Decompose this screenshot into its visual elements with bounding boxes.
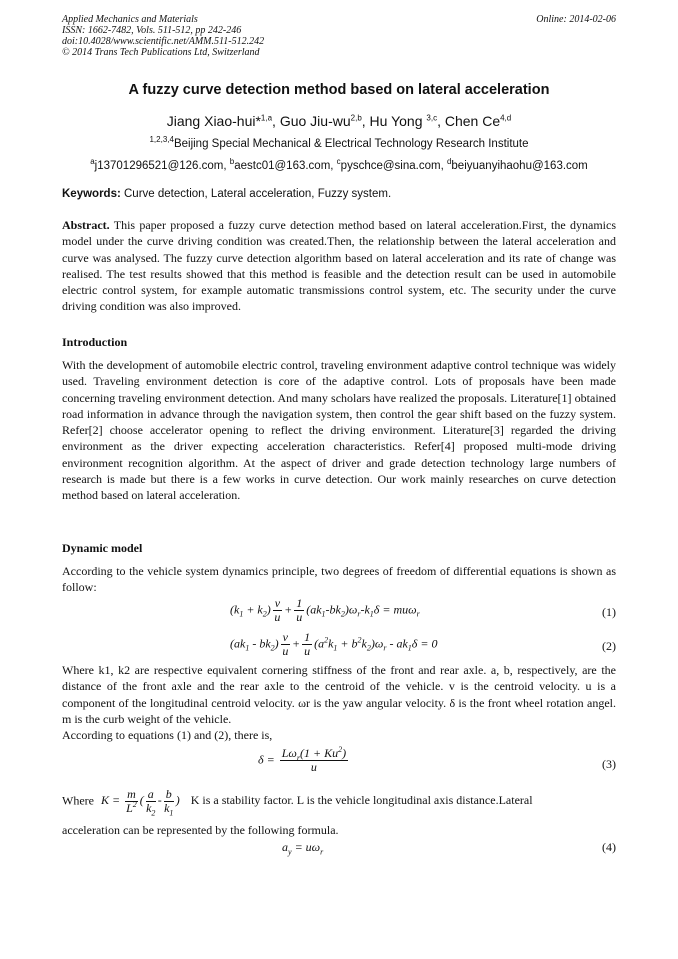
affiliation bbox=[62, 135, 616, 150]
equation-4 bbox=[62, 840, 616, 868]
author-sup: 3,c bbox=[426, 113, 438, 123]
equation-4-body: $a_y = u\omega_r$ bbox=[282, 840, 324, 857]
email-sup: a bbox=[90, 157, 95, 167]
keywords-label: Keywords: bbox=[62, 188, 121, 200]
equation-1 bbox=[62, 597, 616, 625]
where-label: Where bbox=[62, 793, 94, 808]
equation-3 bbox=[62, 747, 616, 781]
equation-4-number: (4) bbox=[602, 840, 616, 854]
author-list: Jiang Xiao-hui*$^{1,a}$, Guo Jiu-wu$^{2,b}$, Hu Yong $^{3,c}$, Chen Ce$^{4,d}$ bbox=[166, 113, 512, 129]
email-address: j13701296521@126.com bbox=[94, 160, 224, 172]
author-sup: 2,b bbox=[350, 113, 362, 123]
doi-line: doi:10.4028/www.scientific.net/AMM.511-512.242 bbox=[62, 36, 265, 47]
author-name: Chen Ce bbox=[444, 113, 501, 129]
lateral-line: acceleration can be represented by the following formula. bbox=[62, 823, 339, 837]
where-paragraph: Where k1, k2 are respective equivalent cornering stiffness of the front and rear axle. a, b, respectively, are the distance of the front axle and the rear axle to the centroid of the vehicle. v is the centroid velocity. u is a component of the longitudinal centroid velocity. ωr is the yaw angular velocity. δ is the front wheel rotation angel. m is the curb weight of the vehicle. bbox=[62, 663, 616, 726]
journal-header bbox=[62, 14, 616, 58]
keywords-text: Curve detection, Lateral acceleration, Fuzzy system. bbox=[124, 188, 392, 200]
according-line: According to equations (1) and (2), there is, bbox=[62, 728, 273, 742]
author-name: Guo Jiu-wu bbox=[279, 113, 351, 129]
abstract bbox=[62, 217, 616, 315]
equation-2 bbox=[62, 631, 616, 659]
dynamic-model-heading: Dynamic model bbox=[62, 541, 143, 555]
email-address: aestc01@163.com bbox=[234, 160, 331, 172]
where-k-text: K is a stability factor. L is the vehicle longitudinal axis distance.Lateral bbox=[190, 793, 533, 808]
author-sup: 4,d bbox=[500, 113, 512, 123]
author-name: Hu Yong bbox=[369, 113, 427, 129]
copyright-line: © 2014 Trans Tech Publications Ltd, Switzerland bbox=[62, 47, 260, 58]
equation-1-body: $(k_1 + k_2)$ $\frac{v}{u}$ + $\frac{1}{u}$ $(ak_1-bk_2)\omega_r-k_1\delta = mu\omega_r$ bbox=[230, 596, 420, 624]
where-k-line bbox=[62, 787, 616, 818]
issn-line: ISSN: 1662-7482, Vols. 511-512, pp 242-246 bbox=[62, 25, 242, 36]
author-sup: 1,a bbox=[260, 113, 273, 123]
equation-3-number: (3) bbox=[602, 757, 616, 771]
email-sup: b bbox=[229, 157, 235, 167]
email-list: $^a$j13701296521@126.com, $^b$aestc01@163.com, $^c$pyschce@sina.com, $^d$beiyuanyihaohu@163.com bbox=[90, 157, 588, 172]
email-sup: d bbox=[446, 157, 452, 167]
k-formula: K = $\frac{m}{L^2}$ ( $\frac{a}{k_2}$ - $\frac{b}{k_1}$ ) bbox=[100, 787, 180, 818]
email-sup: c bbox=[336, 157, 341, 167]
introduction-text: With the development of automobile electric control, traveling environment adaptive control technique was widely used. Traveling environment detection is core of the adaptive control. Lots of proposals have been made concerning traveling environment detection. And many scholars have realized the proposals. Literature[1] obtained road information in advance through the navigation system, then control the gear shift based on the fuzzy system. Refer[2] choose accelerator opening to reflect the driving environment. Literature[3] regarded the driving environment as the driver expecting acceleration characteristics. Refer[4] proposed multi-mode driving environment recognition algorithm. At the aspect of driver and grade detection technology large numbers of research is made but there is a few works in curve detection. Our work mainly researches on curve detection method based on lateral acceleration. bbox=[62, 358, 616, 503]
equation-3-body: δ = $\frac{L\omega_r(1 + Ku^2)}{u}$ bbox=[258, 745, 347, 774]
equation-2-number: (2) bbox=[602, 639, 616, 653]
equation-2-body: $(ak_1 - bk_2)$ $\frac{v}{u}$ + $\frac{1}{u}$ $(a^2k_1 + b^2k_2)\omega_r - ak_1\delta = 0$ bbox=[230, 630, 438, 658]
journal-name: Applied Mechanics and Materials bbox=[62, 14, 198, 25]
introduction-heading: Introduction bbox=[62, 335, 128, 349]
affiliation-text: Beijing Special Mechanical & Electrical Technology Research Institute bbox=[173, 138, 529, 150]
dynamic-intro: According to the vehicle system dynamics principle, two degrees of freedom of differential equations is shown as follow: bbox=[62, 564, 616, 595]
email-address: beiyuanyihaohu@163.com bbox=[451, 160, 588, 172]
equation-1-number: (1) bbox=[602, 605, 616, 619]
online-date: Online: 2014-02-06 bbox=[536, 14, 616, 25]
paper-title: A fuzzy curve detection method based on lateral acceleration bbox=[128, 82, 550, 98]
keywords bbox=[62, 188, 616, 200]
email-address: pyschce@sina.com bbox=[340, 160, 441, 172]
abstract-text: This paper proposed a fuzzy curve detection method based on lateral acceleration.First, the dynamics model under the curve driving condition was created.Then, the relationship between the lateral acceleration and curve was analysed. The fuzzy curve detection algorithm based on lateral acceleration and its rate of change was realised. The test results showed that this method is feasible and the detection result can be used in automobile electric control system, for example automatic transmissions control system, etc. The security under the curve driving condition was also improved. bbox=[62, 218, 616, 314]
affiliation-sup: 1,2,3,4 bbox=[149, 135, 174, 145]
author-name: Jiang Xiao-hui* bbox=[166, 113, 261, 129]
abstract-label: Abstract. bbox=[62, 218, 110, 232]
